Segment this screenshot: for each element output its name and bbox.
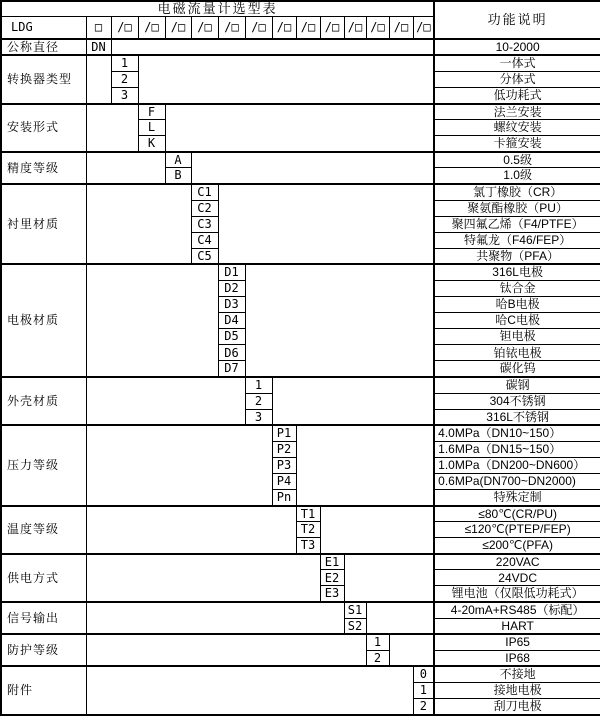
category-label-accuracy-class: 精度等级 <box>1 152 86 184</box>
code-slot: /□ <box>272 16 296 39</box>
category-label-electrode-material: 电极材质 <box>1 264 86 377</box>
option-code: S2 <box>344 618 366 634</box>
empty-region <box>366 602 434 634</box>
category-label-housing-material: 外壳材质 <box>1 377 86 425</box>
option-code: C5 <box>191 248 218 264</box>
option-description: IP68 <box>434 650 600 666</box>
option-description: ≤80℃(CR/PU) <box>434 506 600 522</box>
option-description: 0.5级 <box>434 152 600 168</box>
option-code: 3 <box>245 409 272 425</box>
option-description: 铂铱电极 <box>434 345 600 361</box>
option-description: 不接地 <box>434 666 600 682</box>
empty-region <box>389 634 434 666</box>
option-description: 1.0级 <box>434 168 600 184</box>
dn-placeholder-box: □ <box>86 16 111 39</box>
option-code: 3 <box>111 88 138 104</box>
empty-region <box>111 39 434 55</box>
option-description: 刮刀电极 <box>434 699 600 715</box>
option-description: 氯丁橡胶（CR） <box>434 184 600 200</box>
option-code: 2 <box>366 650 389 666</box>
option-description: 哈C电极 <box>434 313 600 329</box>
option-code: D4 <box>218 313 245 329</box>
empty-region <box>86 152 165 184</box>
code-slot: /□ <box>218 16 245 39</box>
empty-region <box>86 666 413 715</box>
option-description: 钛合金 <box>434 281 600 297</box>
option-code: E2 <box>320 570 344 586</box>
option-description: ≤200℃(PFA) <box>434 538 600 554</box>
empty-region <box>191 152 434 184</box>
option-code: P2 <box>272 441 296 457</box>
option-code: C3 <box>191 216 218 232</box>
option-description: 316L不锈钢 <box>434 409 600 425</box>
category-label-power-supply: 供电方式 <box>1 554 86 602</box>
empty-region <box>272 377 434 425</box>
option-code: 2 <box>111 71 138 87</box>
option-description: 卡箍安装 <box>434 136 600 152</box>
empty-region <box>245 264 434 377</box>
option-code: L <box>138 120 165 136</box>
empty-region <box>86 55 111 103</box>
model-prefix: LDG <box>1 16 86 39</box>
option-code: D6 <box>218 345 245 361</box>
function-column-header: 功能说明 <box>434 1 600 39</box>
option-description: 0.6MPa(DN700~DN2000) <box>434 473 600 489</box>
category-label-temperature-rating: 温度等级 <box>1 506 86 554</box>
category-label-nominal-diameter: 公称直径 <box>1 39 86 55</box>
code-slot: /□ <box>296 16 320 39</box>
option-code: 2 <box>413 699 434 715</box>
option-code: P1 <box>272 425 296 441</box>
category-label-installation-type: 安装形式 <box>1 104 86 152</box>
code-slot: /□ <box>191 16 218 39</box>
option-description: 4.0MPa（DN10~150） <box>434 425 600 441</box>
option-code: D1 <box>218 264 245 280</box>
option-description: 聚四氟乙烯（F4/PTFE） <box>434 216 600 232</box>
option-code: D7 <box>218 361 245 377</box>
option-description: 特氟龙（F46/FEP） <box>434 232 600 248</box>
option-description: 304不锈钢 <box>434 393 600 409</box>
option-description: 锂电池（仅限低功耗式） <box>434 586 600 602</box>
empty-region <box>218 184 434 264</box>
empty-region <box>86 377 245 425</box>
option-description: 分体式 <box>434 71 600 87</box>
option-description: 220VAC <box>434 554 600 570</box>
code-slot: /□ <box>389 16 413 39</box>
option-code: B <box>165 168 191 184</box>
option-description: 哈B电极 <box>434 297 600 313</box>
empty-region <box>86 602 344 634</box>
category-label-signal-output: 信号输出 <box>1 602 86 634</box>
category-label-lining-material: 衬里材质 <box>1 184 86 264</box>
category-label-pressure-rating: 压力等级 <box>1 425 86 505</box>
option-code: 1 <box>245 377 272 393</box>
option-code: Pn <box>272 490 296 506</box>
code-slot: /□ <box>165 16 191 39</box>
empty-region <box>320 506 434 554</box>
option-description: 316L电极 <box>434 264 600 280</box>
empty-region <box>86 634 366 666</box>
option-description: 1.0MPa（DN200~DN600） <box>434 457 600 473</box>
option-description: 24VDC <box>434 570 600 586</box>
empty-region <box>86 506 296 554</box>
option-description: 钽电极 <box>434 329 600 345</box>
option-code: C2 <box>191 200 218 216</box>
code-slot: /□ <box>413 16 434 39</box>
option-code: 1 <box>111 55 138 71</box>
option-description: 共聚物（PFA） <box>434 248 600 264</box>
table-title: 电磁流量计选型表 <box>1 1 434 16</box>
option-description: 4-20mA+RS485（标配） <box>434 602 600 618</box>
option-code: K <box>138 136 165 152</box>
option-code: A <box>165 152 191 168</box>
empty-region <box>86 554 320 602</box>
option-code: T1 <box>296 506 320 522</box>
option-description: ≤120℃(PTEP/FEP) <box>434 522 600 538</box>
empty-region <box>296 425 434 505</box>
option-description: IP65 <box>434 634 600 650</box>
option-code: E3 <box>320 586 344 602</box>
empty-region <box>86 104 138 152</box>
option-description: 螺纹安装 <box>434 120 600 136</box>
option-code: 0 <box>413 666 434 682</box>
option-code: 2 <box>245 393 272 409</box>
option-code: 1 <box>413 682 434 698</box>
option-description: HART <box>434 618 600 634</box>
option-description: 聚氨酯橡胶（PU） <box>434 200 600 216</box>
option-description: 接地电极 <box>434 682 600 698</box>
option-code: P4 <box>272 473 296 489</box>
code-slot: /□ <box>366 16 389 39</box>
diameter-description: 10-2000 <box>434 39 600 55</box>
option-description: 法兰安装 <box>434 104 600 120</box>
option-description: 一体式 <box>434 55 600 71</box>
option-code: E1 <box>320 554 344 570</box>
option-description: 碳化钨 <box>434 361 600 377</box>
option-description: 1.6MPa（DN15~150） <box>434 441 600 457</box>
option-code: D3 <box>218 297 245 313</box>
option-code: T3 <box>296 538 320 554</box>
empty-region <box>86 264 218 377</box>
option-description: 特殊定制 <box>434 490 600 506</box>
empty-region <box>344 554 434 602</box>
empty-region <box>138 55 434 103</box>
option-code: C4 <box>191 232 218 248</box>
empty-region <box>86 184 191 264</box>
code-slot: /□ <box>138 16 165 39</box>
option-code: D2 <box>218 281 245 297</box>
option-code: T2 <box>296 522 320 538</box>
code-slot: /□ <box>344 16 366 39</box>
empty-region <box>86 425 272 505</box>
option-code: D5 <box>218 329 245 345</box>
category-label-protection-rating: 防护等级 <box>1 634 86 666</box>
code-slot: /□ <box>320 16 344 39</box>
code-slot: /□ <box>245 16 272 39</box>
option-code: 1 <box>366 634 389 650</box>
category-label-converter-type: 转换器类型 <box>1 55 86 103</box>
diameter-code: DN <box>86 39 111 55</box>
option-description: 低功耗式 <box>434 88 600 104</box>
option-code: F <box>138 104 165 120</box>
category-label-accessories: 附件 <box>1 666 86 715</box>
option-code: C1 <box>191 184 218 200</box>
option-code: S1 <box>344 602 366 618</box>
empty-region <box>165 104 434 152</box>
code-slot: /□ <box>111 16 138 39</box>
option-description: 碳钢 <box>434 377 600 393</box>
option-code: P3 <box>272 457 296 473</box>
